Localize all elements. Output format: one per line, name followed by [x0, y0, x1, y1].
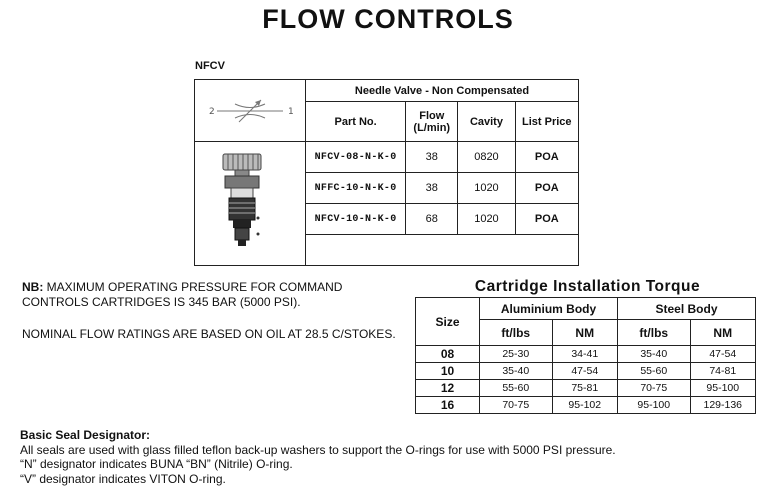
col-st-ftlbs: ft/lbs	[618, 320, 691, 346]
cartridge-image-cell	[195, 142, 306, 266]
symbol-port-left: 2	[209, 107, 215, 117]
flow-cell: 38	[406, 142, 458, 173]
hydraulic-symbol-cell	[195, 80, 306, 142]
col-al-ftlbs: ft/lbs	[480, 320, 553, 346]
group-steel-body: Steel Body	[618, 298, 756, 320]
st-nm-cell: 129-136	[690, 397, 755, 414]
price-cell: POA	[515, 204, 578, 235]
col-flow: Flow (L/min)	[406, 102, 458, 142]
flow-cell: 38	[406, 173, 458, 204]
empty-cell	[306, 235, 579, 266]
part-no-cell: NFCV-10-N-K-0	[306, 204, 406, 235]
seal-line-3: “V” designator indicates VITON O-ring.	[20, 471, 226, 486]
al-ftlbs-cell: 55-60	[480, 380, 553, 397]
price-cell: POA	[515, 142, 578, 173]
st-nm-cell: 95-100	[690, 380, 755, 397]
nb-label: NB:	[22, 280, 44, 294]
st-nm-cell: 74-81	[690, 363, 755, 380]
col-part-no: Part No.	[306, 102, 406, 142]
al-nm-cell: 34-41	[552, 346, 617, 363]
product-table	[194, 79, 579, 266]
part-no-cell: NFCV-08-N-K-0	[306, 142, 406, 173]
cavity-cell: 1020	[458, 204, 515, 235]
part-no-cell: NFFC-10-N-K-0	[306, 173, 406, 204]
seal-line-2: “N” designator indicates BUNA “BN” (Nitrile) O-ring.	[20, 457, 293, 471]
al-ftlbs-cell: 35-40	[480, 363, 553, 380]
st-ftlbs-cell: 70-75	[618, 380, 691, 397]
table-title: Needle Valve - Non Compensated	[306, 80, 579, 102]
symbol-port-right: 1	[288, 107, 294, 117]
table-row	[195, 142, 579, 173]
flow-rating-note: NOMINAL FLOW RATINGS ARE BASED ON OIL AT 28.5 C/STOKES.	[22, 327, 396, 341]
col-al-nm: NM	[552, 320, 617, 346]
size-cell: 12	[416, 380, 480, 397]
seal-line-1: All seals are used with glass filled teflon back-up washers to support the O-rings for use with 5000 PSI pressure.	[20, 442, 616, 457]
notes	[22, 280, 407, 359]
table-row	[416, 346, 756, 363]
flow-cell: 68	[406, 204, 458, 235]
table-row	[416, 380, 756, 397]
nb-note	[22, 280, 407, 310]
cartridge-valve-icon	[195, 142, 305, 262]
seal-heading: Basic Seal Designator:	[20, 428, 151, 442]
cavity-cell: 1020	[458, 173, 515, 204]
nb-text: MAXIMUM OPERATING PRESSURE FOR COMMAND CONTROLS CARTRIDGES IS 345 BAR (5000 PSI).	[22, 280, 343, 309]
st-ftlbs-cell: 35-40	[618, 346, 691, 363]
size-cell: 08	[416, 346, 480, 363]
page-title: FLOW CONTROLS	[262, 4, 514, 34]
seal-designator-section	[20, 428, 760, 486]
torque-table-title: Cartridge Installation Torque	[474, 278, 701, 295]
model-code: NFCV	[195, 60, 225, 72]
st-ftlbs-cell: 95-100	[618, 397, 691, 414]
size-cell: 16	[416, 397, 480, 414]
torque-table	[415, 297, 756, 414]
st-nm-cell: 47-54	[690, 346, 755, 363]
needle-valve-symbol-icon	[195, 80, 305, 138]
table-row	[416, 397, 756, 414]
col-cavity: Cavity	[458, 102, 515, 142]
col-list-price: List Price	[515, 102, 578, 142]
price-cell: POA	[515, 173, 578, 204]
al-nm-cell: 47-54	[552, 363, 617, 380]
st-ftlbs-cell: 55-60	[618, 363, 691, 380]
col-st-nm: NM	[690, 320, 755, 346]
al-ftlbs-cell: 70-75	[480, 397, 553, 414]
size-cell: 10	[416, 363, 480, 380]
cavity-cell: 0820	[458, 142, 515, 173]
al-nm-cell: 75-81	[552, 380, 617, 397]
al-ftlbs-cell: 25-30	[480, 346, 553, 363]
al-nm-cell: 95-102	[552, 397, 617, 414]
col-size: Size	[416, 298, 480, 346]
group-aluminium-body: Aluminium Body	[480, 298, 618, 320]
table-row	[416, 363, 756, 380]
